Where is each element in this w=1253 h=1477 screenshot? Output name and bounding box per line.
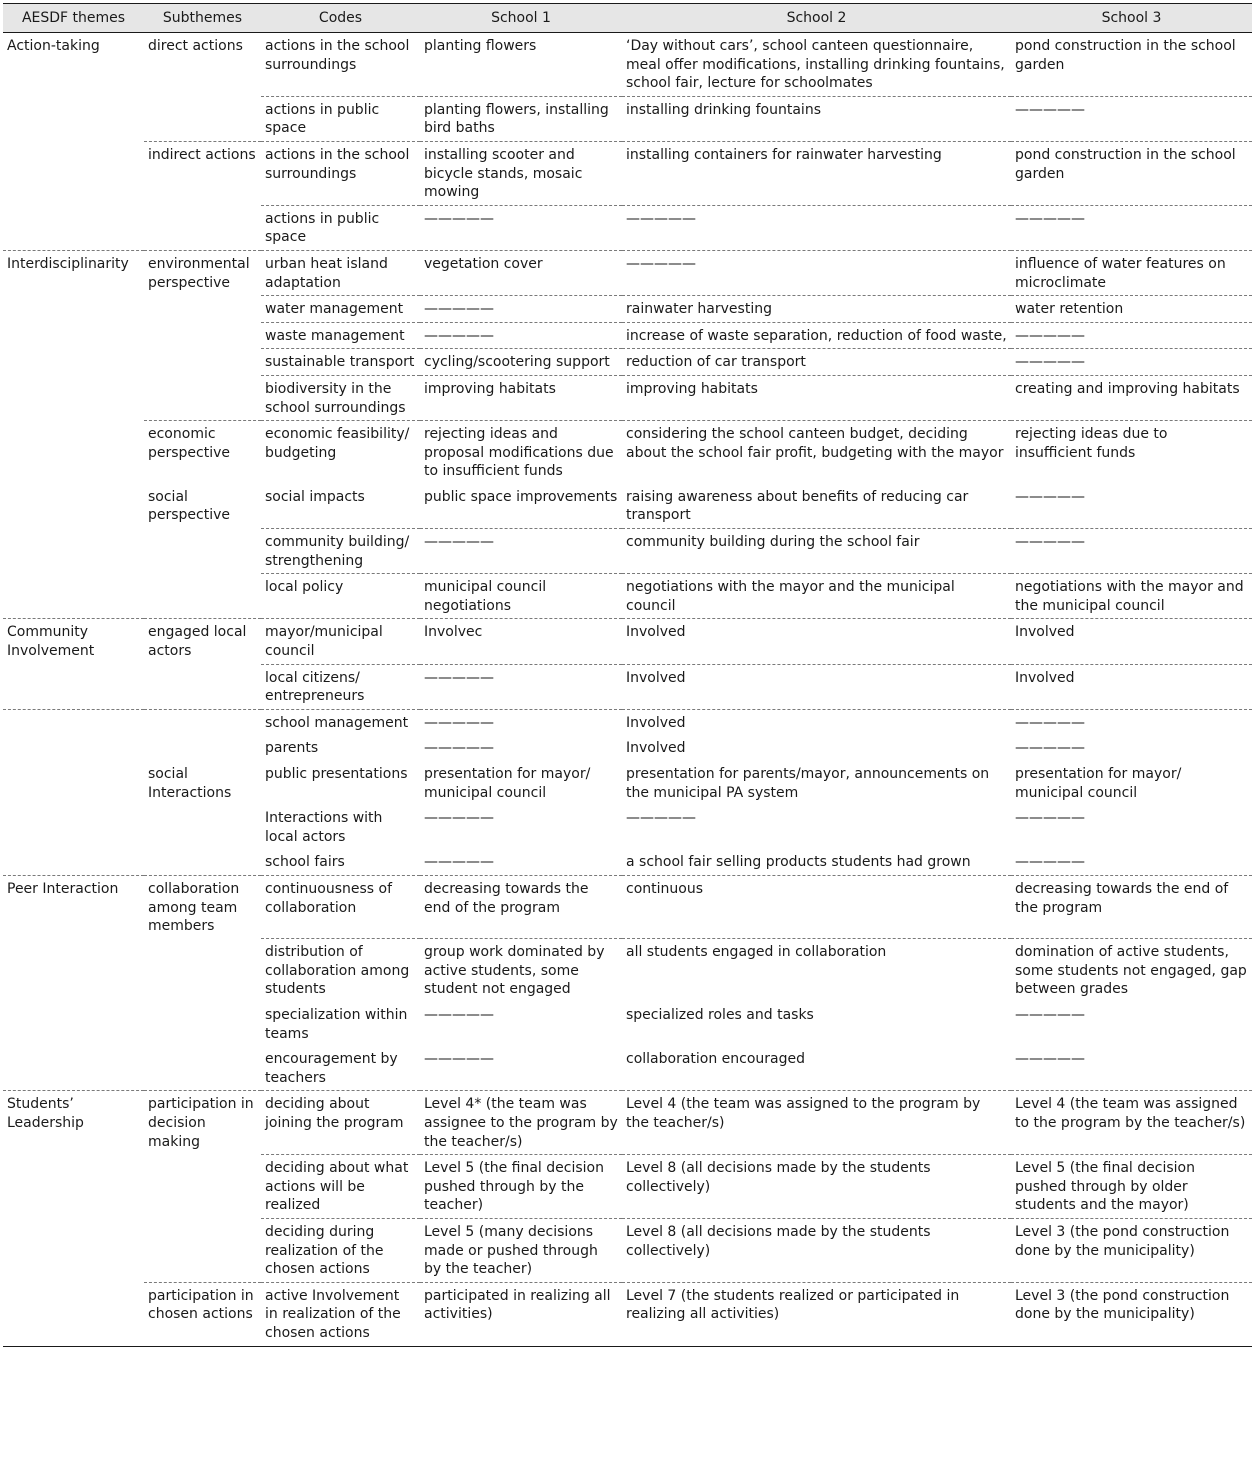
theme-cell xyxy=(3,322,144,349)
code-cell: social impacts xyxy=(265,488,365,505)
table-row xyxy=(3,939,1252,1002)
theme-cell: Peer Interaction xyxy=(3,875,144,938)
subtheme-cell: economic perspective xyxy=(144,421,261,484)
table-row xyxy=(3,574,1252,619)
table-row xyxy=(3,296,1252,323)
school2-cell: Level 4 (the team was assigned to the program by the teacher/s) xyxy=(622,1091,1011,1155)
school2-cell: specialized roles and tasks xyxy=(626,1007,814,1024)
school3-cell: ————— xyxy=(1015,488,1085,505)
school3-cell: ————— xyxy=(1011,529,1252,574)
table-row xyxy=(3,250,1252,295)
school1-cell: rejecting ideas and proposal modifications due to insufficient funds xyxy=(420,421,622,484)
school2-cell: ————— xyxy=(622,250,1011,295)
school1-cell: ————— xyxy=(424,1007,494,1024)
school1-cell: Level 5 (many decisions made or pushed through by the teacher) xyxy=(420,1218,622,1282)
theme-cell xyxy=(3,349,144,376)
school3-cell: Involved xyxy=(1011,664,1252,709)
school3-cell: ————— xyxy=(1015,1007,1085,1024)
subtheme-cell xyxy=(144,349,261,376)
school2-cell: Level 8 (all decisions made by the students collectively) xyxy=(622,1155,1011,1219)
school1-cell: ————— xyxy=(424,854,494,871)
theme-cell: Community Involvement xyxy=(3,619,144,664)
theme-cell xyxy=(3,761,144,805)
code-cell: school fairs xyxy=(265,854,345,871)
subtheme-cell: collaboration among team members xyxy=(144,875,261,938)
table-row xyxy=(3,761,1252,805)
school3-cell: Level 3 (the pond construction done by the municipality) xyxy=(1011,1282,1252,1346)
header-row xyxy=(3,4,1252,33)
school3-cell: ————— xyxy=(1011,205,1252,250)
school2-cell: raising awareness about benefits of reducing car transport xyxy=(626,488,969,524)
school3-cell: presentation for mayor/ municipal council xyxy=(1015,766,1182,801)
school1-cell: ————— xyxy=(424,810,494,827)
theme-cell xyxy=(3,1282,144,1346)
code-cell: urban heat island adaptation xyxy=(261,250,420,295)
subtheme-cell xyxy=(144,1218,261,1282)
subtheme-cell: participation in decision making xyxy=(144,1091,261,1155)
school3-cell: pond construction in the school garden xyxy=(1011,141,1252,205)
school2-cell: increase of waste separation, reduction of food waste, xyxy=(622,322,1011,349)
table-row xyxy=(3,849,1252,875)
theme-cell xyxy=(3,1155,144,1219)
theme-cell xyxy=(3,296,144,323)
theme-cell xyxy=(3,205,144,250)
table-row xyxy=(3,1282,1252,1346)
code-cell: deciding about what actions will be realized xyxy=(261,1155,420,1219)
code-cell: sustainable transport xyxy=(261,349,420,376)
theme-cell xyxy=(3,849,144,875)
code-cell: encouragement by teachers xyxy=(265,1051,398,1086)
school1-cell: municipal council negotiations xyxy=(420,574,622,619)
subtheme-cell xyxy=(144,664,261,709)
subtheme-cell xyxy=(144,529,261,574)
school2-cell: reduction of car transport xyxy=(622,349,1011,376)
school1-cell: ————— xyxy=(420,296,622,323)
table-row xyxy=(3,1046,1252,1091)
table-row xyxy=(3,1218,1252,1282)
subtheme-cell xyxy=(144,1155,261,1219)
school1-cell: public space improvements xyxy=(424,488,618,505)
header-cell: School 2 xyxy=(622,4,1011,33)
school3-cell: ————— xyxy=(1015,854,1085,871)
header-cell: Subthemes xyxy=(144,4,261,33)
school3-cell: ————— xyxy=(1011,709,1252,735)
aesdf-results-table xyxy=(3,3,1252,1347)
code-cell: continuousness of collaboration xyxy=(261,875,420,938)
code-cell: parents xyxy=(265,740,319,757)
subtheme-cell xyxy=(144,735,261,761)
school1-cell: installing scooter and bicycle stands, mosaic mowing xyxy=(420,141,622,205)
table-row xyxy=(3,96,1252,141)
school2-cell: all students engaged in collaboration xyxy=(622,939,1011,1002)
school2-cell: a school fair selling products students had grown xyxy=(626,854,971,871)
table-row xyxy=(3,619,1252,664)
subtheme-cell: direct actions xyxy=(148,38,243,54)
header-cell: AESDF themes xyxy=(3,4,144,33)
theme-cell: Action-taking xyxy=(7,38,100,54)
table-row xyxy=(3,33,1252,97)
theme-cell xyxy=(3,529,144,574)
theme-cell xyxy=(3,421,144,484)
school2-cell: Involved xyxy=(622,664,1011,709)
school3-cell: ————— xyxy=(1015,810,1085,827)
code-cell: economic feasibility/ budgeting xyxy=(261,421,420,484)
school2-cell: negotiations with the mayor and the municipal council xyxy=(622,574,1011,619)
school3-cell: pond construction in the school garden xyxy=(1015,38,1236,73)
code-cell: deciding about joining the program xyxy=(261,1091,420,1155)
subtheme-cell xyxy=(144,1002,261,1046)
theme-cell xyxy=(3,805,144,849)
school1-cell: planting flowers, installing bird baths xyxy=(420,96,622,141)
theme-cell xyxy=(3,735,144,761)
table-row xyxy=(3,205,1252,250)
subtheme-cell xyxy=(144,96,261,141)
table-row xyxy=(3,664,1252,709)
school3-cell: ————— xyxy=(1015,1051,1085,1068)
table-header xyxy=(3,4,1252,33)
theme-cell xyxy=(3,375,144,420)
subtheme-cell xyxy=(144,296,261,323)
subtheme-cell: environmental perspective xyxy=(144,250,261,295)
theme-cell xyxy=(3,664,144,709)
theme-cell xyxy=(3,574,144,619)
school3-cell: rejecting ideas due to insufficient funds xyxy=(1011,421,1252,484)
school3-cell: creating and improving habitats xyxy=(1011,375,1252,420)
school3-cell: Level 5 (the final decision pushed through by older students and the mayor) xyxy=(1011,1155,1252,1219)
code-cell: biodiversity in the school surroundings xyxy=(261,375,420,420)
code-cell: water management xyxy=(261,296,420,323)
table-row xyxy=(3,735,1252,761)
table-row xyxy=(3,484,1252,529)
subtheme-cell xyxy=(144,375,261,420)
school3-cell: water retention xyxy=(1011,296,1252,323)
school2-cell: Involved xyxy=(622,709,1011,735)
school3-cell: Level 4 (the team was assigned to the program by the teacher/s) xyxy=(1011,1091,1252,1155)
theme-cell xyxy=(3,939,144,1002)
subtheme-cell xyxy=(144,574,261,619)
subtheme-cell: engaged local actors xyxy=(144,619,261,664)
table-row xyxy=(3,375,1252,420)
theme-cell xyxy=(3,1218,144,1282)
school3-cell: influence of water features on microclimate xyxy=(1011,250,1252,295)
school1-cell: ————— xyxy=(420,664,622,709)
subtheme-cell: social Interactions xyxy=(148,766,232,801)
subtheme-cell xyxy=(144,709,261,735)
header-cell: Codes xyxy=(261,4,420,33)
school1-cell: ————— xyxy=(424,740,494,757)
subtheme-cell: participation in chosen actions xyxy=(144,1282,261,1346)
school1-cell: ————— xyxy=(420,709,622,735)
school2-cell: installing drinking fountains xyxy=(622,96,1011,141)
table-row xyxy=(3,875,1252,938)
theme-cell xyxy=(3,484,144,529)
code-cell: actions in public space xyxy=(261,96,420,141)
school3-cell: Level 3 (the pond construction done by the municipality) xyxy=(1011,1218,1252,1282)
subtheme-cell xyxy=(144,939,261,1002)
school2-cell: improving habitats xyxy=(622,375,1011,420)
school2-cell: community building during the school fair xyxy=(622,529,1011,574)
school2-cell: considering the school canteen budget, deciding about the school fair profit, budgeting with the mayor xyxy=(622,421,1011,484)
school2-cell: ————— xyxy=(626,810,696,827)
table-row xyxy=(3,1091,1252,1155)
theme-cell xyxy=(3,1046,144,1091)
theme-cell xyxy=(3,96,144,141)
table-row xyxy=(3,805,1252,849)
school3-cell: ————— xyxy=(1011,349,1252,376)
table-row xyxy=(3,141,1252,205)
school2-cell: Involved xyxy=(622,619,1011,664)
theme-cell xyxy=(3,1002,144,1046)
school2-cell: ————— xyxy=(622,205,1011,250)
school3-cell: domination of active students, some students not engaged, gap between grades xyxy=(1011,939,1252,1002)
subtheme-cell xyxy=(144,322,261,349)
code-cell: actions in public space xyxy=(261,205,420,250)
table-row xyxy=(3,1155,1252,1219)
school1-cell: participated in realizing all activities) xyxy=(420,1282,622,1346)
code-cell: active Involvement in realization of the chosen actions xyxy=(261,1282,420,1346)
school1-cell: decreasing towards the end of the program xyxy=(420,875,622,938)
school2-cell: Level 7 (the students realized or participated in realizing all activities) xyxy=(622,1282,1011,1346)
code-cell: Interactions with local actors xyxy=(265,810,383,845)
code-cell: specialization within teams xyxy=(265,1007,408,1042)
school3-cell: decreasing towards the end of the program xyxy=(1011,875,1252,938)
table-row xyxy=(3,322,1252,349)
school1-cell: Level 4* (the team was assignee to the program by the teacher/s) xyxy=(420,1091,622,1155)
code-cell: public presentations xyxy=(265,766,408,782)
theme-cell: Students’ Leadership xyxy=(3,1091,144,1155)
subtheme-cell: indirect actions xyxy=(144,141,261,205)
code-cell: waste management xyxy=(261,322,420,349)
school3-cell: Involved xyxy=(1011,619,1252,664)
school2-cell: presentation for parents/mayor, announcements on the municipal PA system xyxy=(626,766,990,801)
school3-cell: negotiations with the mayor and the municipal council xyxy=(1011,574,1252,619)
theme-cell xyxy=(3,141,144,205)
school3-cell: ————— xyxy=(1011,96,1252,141)
subtheme-cell: social perspective xyxy=(148,488,231,524)
code-cell: deciding during realization of the chosen actions xyxy=(261,1218,420,1282)
school1-cell: cycling/scootering support xyxy=(420,349,622,376)
school1-cell: presentation for mayor/ municipal council xyxy=(424,766,591,801)
code-cell: local policy xyxy=(261,574,420,619)
school3-cell: ————— xyxy=(1011,322,1252,349)
subtheme-cell xyxy=(144,205,261,250)
school2-cell: collaboration encouraged xyxy=(626,1051,806,1068)
theme-cell xyxy=(3,709,144,735)
school1-cell: vegetation cover xyxy=(420,250,622,295)
school2-cell: Level 8 (all decisions made by the students collectively) xyxy=(622,1218,1011,1282)
subtheme-cell xyxy=(144,1046,261,1091)
table-body xyxy=(3,33,1252,1347)
school1-cell: ————— xyxy=(420,529,622,574)
header-cell: School 1 xyxy=(420,4,622,33)
subtheme-cell xyxy=(144,849,261,875)
theme-cell: Interdisciplinarity xyxy=(3,250,144,295)
school2-cell: rainwater harvesting xyxy=(622,296,1011,323)
school1-cell: ————— xyxy=(424,1051,494,1068)
school1-cell: planting flowers xyxy=(424,38,537,54)
table-row xyxy=(3,529,1252,574)
code-cell: mayor/municipal council xyxy=(261,619,420,664)
code-cell: local citizens/ entrepreneurs xyxy=(261,664,420,709)
school1-cell: ————— xyxy=(420,205,622,250)
school1-cell: Level 5 (the final decision pushed through by the teacher) xyxy=(420,1155,622,1219)
code-cell: actions in the school surroundings xyxy=(265,38,410,73)
header-cell: School 3 xyxy=(1011,4,1252,33)
table-row xyxy=(3,1002,1252,1046)
table-row xyxy=(3,421,1252,484)
school2-cell: ‘Day without cars’, school canteen questionnaire, meal offer modifications, installing drinking fountains, school fair, lecture for schoolmates xyxy=(626,38,1005,92)
school2-cell: installing containers for rainwater harvesting xyxy=(622,141,1011,205)
code-cell: community building/ strengthening xyxy=(261,529,420,574)
subtheme-cell xyxy=(144,805,261,849)
school1-cell: group work dominated by active students, some student not engaged xyxy=(420,939,622,1002)
table-row xyxy=(3,709,1252,735)
code-cell: actions in the school surroundings xyxy=(261,141,420,205)
school1-cell: improving habitats xyxy=(420,375,622,420)
school3-cell: ————— xyxy=(1015,740,1085,757)
school2-cell: Involved xyxy=(626,740,686,757)
table-row xyxy=(3,349,1252,376)
school1-cell: Involvec xyxy=(420,619,622,664)
code-cell: distribution of collaboration among students xyxy=(261,939,420,1002)
school1-cell: ————— xyxy=(420,322,622,349)
school2-cell: continuous xyxy=(622,875,1011,938)
code-cell: school management xyxy=(261,709,420,735)
